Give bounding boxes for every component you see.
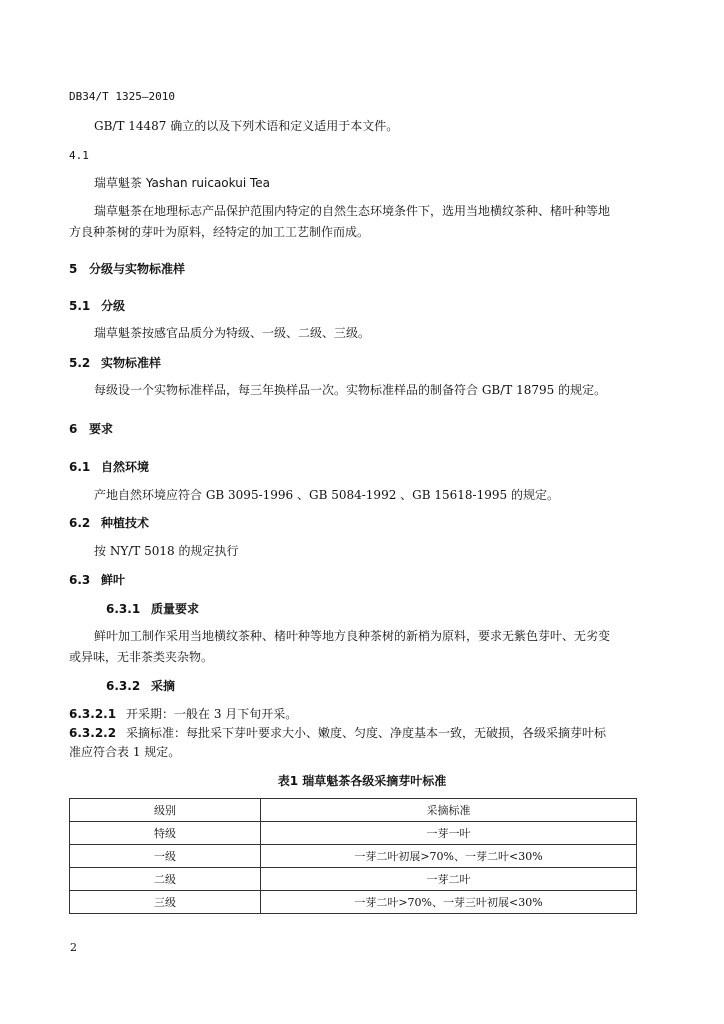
term-definition-line2: 方良种茶树的芽叶为原料，经特定的加工工艺制作而成。: [69, 225, 370, 239]
section-5-number: 5: [69, 262, 78, 276]
section-6-title: 要求: [89, 422, 114, 436]
clause-5-1-text: 瑞草魁茶按感官品质分为特级、一级、二级、三级。: [94, 326, 371, 340]
clause-6-3-2-title: 采摘: [151, 679, 176, 693]
clause-6-3-title: 鲜叶: [101, 573, 126, 587]
clause-6-1-number: 6.1: [69, 460, 91, 474]
doc-code-header: DB34/T 1325—2010: [69, 90, 175, 103]
clause-6-1-title: 自然环境: [101, 460, 150, 474]
intro-paragraph: GB/T 14487 确立的以及下列术语和定义适用于本文件。: [94, 119, 399, 133]
table-row: [70, 845, 637, 868]
clause-5-1-number: 5.1: [69, 299, 91, 313]
clause-6-3-1-line2: 或异味，无非茶类夹杂物。: [69, 650, 214, 664]
grade-cell: 特级: [70, 822, 261, 845]
clause-number-4-1: 4.1: [69, 149, 89, 162]
clause-5-1-title: 分级: [101, 299, 126, 313]
clause-6-1-text: 产地自然环境应符合 GB 3095-1996 、GB 5084-1992 、GB 15618-1995 的规定。: [94, 488, 559, 502]
section-5-title: 分级与实物标准样: [89, 262, 186, 276]
term-definition-line1: 瑞草魁茶在地理标志产品保护范围内特定的自然生态环境条件下，选用当地横纹茶种、楮叶种等地: [94, 204, 611, 218]
clause-6-3-2-2-line2: 准应符合表 1 规定。: [69, 745, 181, 759]
page-number: 2: [70, 941, 77, 954]
clause-5-2-number: 5.2: [69, 356, 91, 370]
clause-6-3-2-2-number: 6.3.2.2: [69, 726, 117, 740]
clause-6-3-2-number: 6.3.2: [106, 679, 141, 693]
term-title: 瑞草魁茶 Yashan ruicaokui Tea: [94, 176, 271, 190]
clause-6-2-text: 按 NY/T 5018 的规定执行: [94, 544, 239, 558]
clause-6-3-2-1-number: 6.3.2.1: [69, 707, 117, 721]
clause-5-2-title: 实物标准样: [101, 356, 162, 370]
table-row: [70, 891, 637, 914]
table-row: [70, 822, 637, 845]
table-header-row: [70, 799, 637, 822]
standard-cell: 一芽二叶>70%、一芽三叶初展<30%: [261, 891, 637, 914]
section-6-number: 6: [69, 422, 78, 436]
standard-cell: 一芽二叶: [261, 868, 637, 891]
standard-cell: 一芽二叶初展>70%、一芽二叶<30%: [261, 845, 637, 868]
clause-6-3-1-number: 6.3.1: [106, 602, 141, 616]
clause-6-3-1-title: 质量要求: [151, 602, 200, 616]
grade-cell: 一级: [70, 845, 261, 868]
table-row: [70, 868, 637, 891]
clause-6-3-1-line1: 鲜叶加工制作采用当地横纹茶种、楮叶种等地方良种茶树的新梢为原料，要求无紫色芽叶、无劣变: [94, 629, 611, 643]
clause-6-3-number: 6.3: [69, 573, 91, 587]
clause-6-3-2-1-text: 开采期：一般在 3 月下旬开采。: [126, 707, 298, 721]
grade-cell: 二级: [70, 868, 261, 891]
picking-standard-table: [69, 798, 637, 914]
table-1-caption: 表1 瑞草魁茶各级采摘芽叶标准: [277, 774, 447, 788]
grade-cell: 三级: [70, 891, 261, 914]
clause-6-3-2-2-line1: 采摘标准：每批采下芽叶要求大小、嫩度、匀度、净度基本一致，无破损，各级采摘芽叶标: [126, 726, 607, 740]
clause-6-2-title: 种植技术: [101, 516, 150, 530]
standard-cell: 一芽一叶: [261, 822, 637, 845]
header-grade: 级别: [70, 799, 261, 822]
header-picking-standard: 采摘标准: [261, 799, 637, 822]
clause-6-2-number: 6.2: [69, 516, 91, 530]
clause-5-2-text: 每级设一个实物标准样品，每三年换样品一次。实物标准样品的制备符合 GB/T 18795 的规定。: [94, 383, 607, 397]
